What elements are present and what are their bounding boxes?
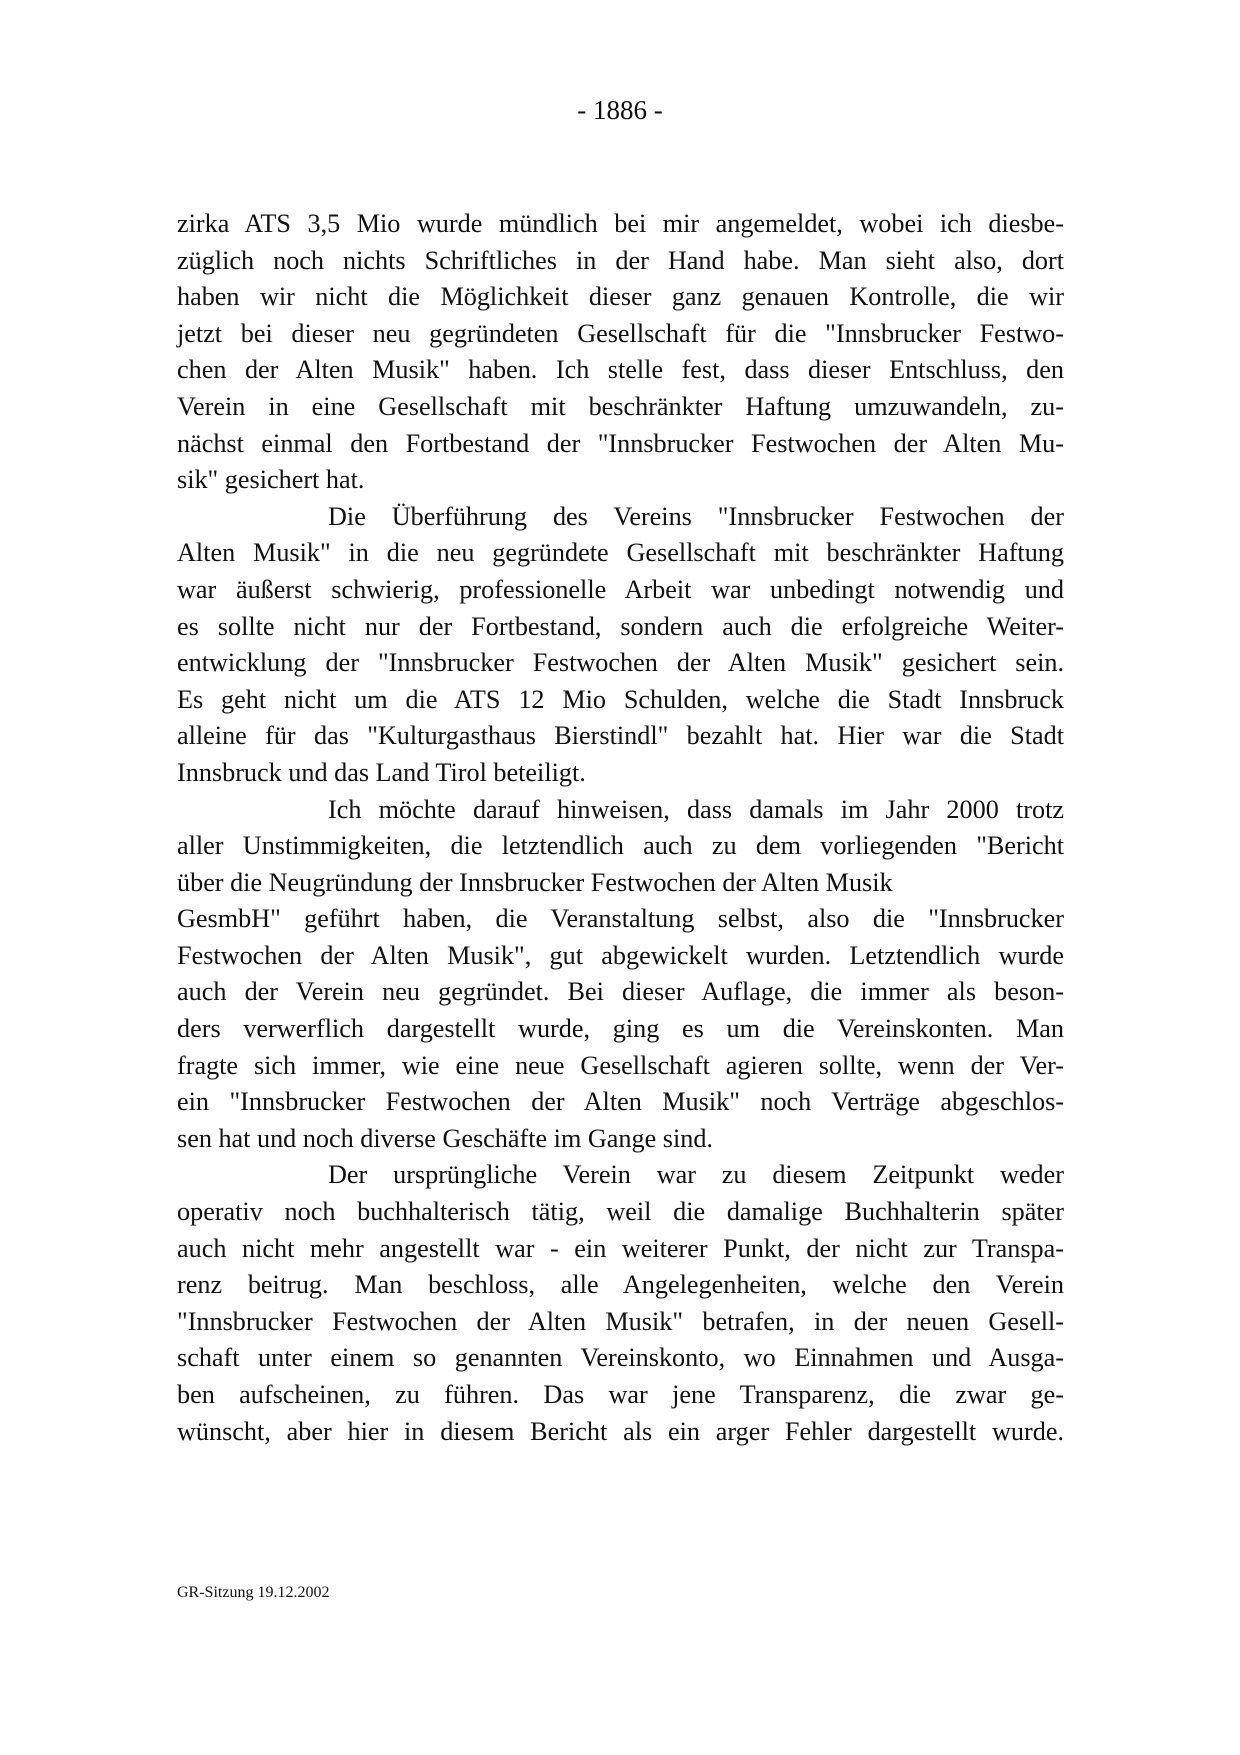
paragraph [177, 206, 1064, 499]
text-line: auch nicht mehr angestellt war - ein weiterer Punkt, der nicht zur Transpa- [177, 1233, 1064, 1263]
text-line: nächst einmal den Fortbestand der "Innsbrucker Festwochen der Alten Mu- [177, 428, 1064, 458]
text-line: war äußerst schwierig, professionelle Arbeit war unbedingt notwendig und [177, 574, 1064, 604]
text-line: es sollte nicht nur der Fortbestand, sondern auch die erfolgreiche Weiter- [177, 611, 1064, 641]
text-line: ein "Innsbrucker Festwochen der Alten Musik" noch Verträge abgeschlos- [177, 1087, 1064, 1117]
text-line: fragte sich immer, wie eine neue Gesellschaft agieren sollte, wenn der Ver- [177, 1050, 1064, 1080]
text-line: schaft unter einem so genannten Vereinskonto, wo Einnahmen und Ausga- [177, 1343, 1064, 1373]
text-line: sik" gesichert hat. [177, 465, 365, 495]
text-line: Es geht nicht um die ATS 12 Mio Schulden, welche die Stadt Innsbruck [177, 684, 1064, 714]
text-line: alleine für das "Kulturgasthaus Bierstindl" bezahlt hat. Hier war die Stadt [177, 721, 1064, 751]
text-line: wünscht, aber hier in diesem Bericht als ein arger Fehler dargestellt wurde. [177, 1416, 1064, 1446]
text-line: ben aufscheinen, zu führen. Das war jene Transparenz, die zwar ge- [177, 1380, 1064, 1409]
paragraph [177, 499, 1064, 792]
text-line: Der ursprüngliche Verein war zu diesem Zeitpunkt weder [328, 1160, 1064, 1190]
footer-session-label: GR-Sitzung 19.12.2002 [177, 1584, 330, 1601]
text-line: über die Neugründung der Innsbrucker Festwochen der Alten Musik [177, 867, 893, 897]
text-line: "Innsbrucker Festwochen der Alten Musik" betrafen, in der neuen Gesell- [177, 1306, 1064, 1336]
text-line: ders verwerflich dargestellt wurde, ging es um die Vereinskonten. Man [177, 1014, 1064, 1044]
text-line: renz beitrug. Man beschloss, alle Angelegenheiten, welche den Verein [177, 1270, 1064, 1300]
text-line: haben wir nicht die Möglichkeit dieser ganz genauen Kontrolle, die wir [177, 282, 1064, 312]
text-line: züglich noch nichts Schriftliches in der Hand habe. Man sieht also, dort [177, 245, 1064, 275]
paragraph [177, 792, 1064, 1158]
body-text [177, 206, 1064, 1450]
page-number: - 1886 - [577, 95, 663, 125]
text-line: sen hat und noch diverse Geschäfte im Gange sind. [177, 1123, 713, 1153]
text-line: aller Unstimmigkeiten, die letztendlich auch zu dem vorliegenden "Bericht [177, 831, 1064, 861]
text-line: operativ noch buchhalterisch tätig, weil die damalige Buchhalterin später [177, 1197, 1064, 1227]
text-line: zirka ATS 3,5 Mio wurde mündlich bei mir angemeldet, wobei ich diesbe- [177, 209, 1064, 238]
text-line: chen der Alten Musik" haben. Ich stelle fest, dass dieser Entschluss, den [177, 355, 1064, 385]
text-line: Festwochen der Alten Musik", gut abgewickelt wurden. Letztendlich wurde [177, 940, 1064, 970]
text-line: Verein in eine Gesellschaft mit beschränkter Haftung umzuwandeln, zu- [177, 391, 1064, 421]
text-line: Alten Musik" in die neu gegründete Gesellschaft mit beschränkter Haftung [177, 538, 1064, 568]
text-line: Innsbruck und das Land Tirol beteiligt. [177, 757, 586, 787]
text-line: jetzt bei dieser neu gegründeten Gesellschaft für die "Innsbrucker Festwo- [177, 318, 1064, 348]
text-line: Die Überführung des Vereins "Innsbrucker Festwochen der [328, 501, 1064, 531]
text-line: entwicklung der "Innsbrucker Festwochen der Alten Musik" gesichert sein. [177, 648, 1064, 678]
text-line: GesmbH" geführt haben, die Veranstaltung selbst, also die "Innsbrucker [177, 904, 1064, 934]
text-line: Ich möchte darauf hinweisen, dass damals im Jahr 2000 trotz [328, 794, 1064, 824]
text-line: auch der Verein neu gegründet. Bei dieser Auflage, die immer als beson- [177, 977, 1064, 1007]
paragraph [177, 1157, 1064, 1450]
